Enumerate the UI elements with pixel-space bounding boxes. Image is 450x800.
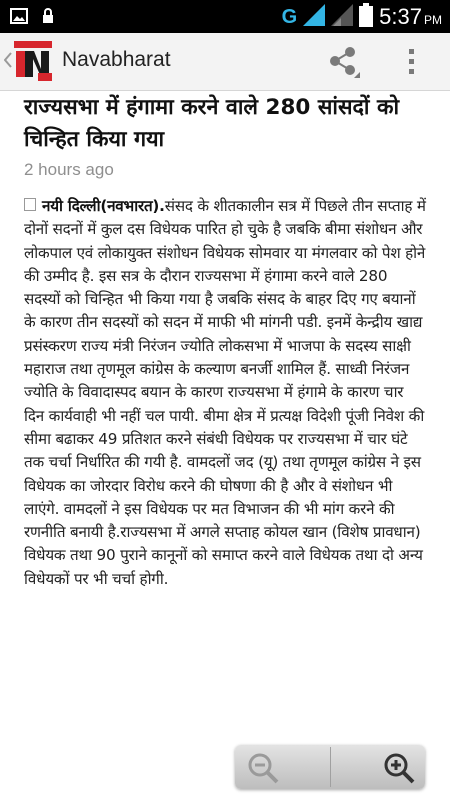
image-icon [10,8,28,28]
article-time-ago: 2 hours ago [24,160,114,179]
article-text: संसद के शीतकालीन सत्र में पिछले तीन सप्ताह में दोनों सदनों में कुल दस विधेयक पारित हो चुके है जबकि बीमा संशोधन और लोकपाल एवं लोकायुक्त संशोधन विधेयक सोमवार या मंगलवार को पेश होने की उम्मीद है. इस सत्र के दौरान राज्यसभा में हंगामा करने वाले 280 सदस्यों को चिन्हित भी किया गया है जबकि संसद के बाहर दिए गए बयानों के कारण तीन सदस्यों को सदन में माफी भी मांगनी पडी. इनमें केन्द्रीय खाद्य प्रसंस्करण राज्य मंत्री निरंजन ज्योति लोकसभा में भाजपा के सदस्य साक्षी महाराज तथा तृणमूल कांग्रेस के कल्याण बनर्जी शामिल हैं. साध्वी निरंजन ज्योति के विवादास्पद बयान के कारण राज्यसभा में हंगामे के कारण चार दिन कार्यवाही भी नहीं चल पायी. बीमा क्षेत्र में प्रत्यक्ष विदेशी पूंजी निवेश की सीमा बढाकर 49 प्रतिशत करने संबंधी विधेयक पर राज्यसभा में चार घंटे तक चर्चा निर्धारित की गयी है. वामदलों जद (यू) तथा तृणमूल कांग्रेस ने इस विधेयक का जोरदार विरोध करने की घोषणा की है और वे संशोधन भी लाएंगे. वामदलों ने इस विधेयक पर मत विभाजन की भी मांग करने की रणनीति बनायी है.राज्यसभा में अगले सप्ताह कोयल खान (विशेष प्रावधान) विधेयक तथा 90 पुराने कानूनों को समाप्त करने वाले विधेयक तथा दो अन्य विधेयकों पर भी चर्चा होगी. [24,197,426,588]
status-bar [0,0,450,33]
zoom-in-icon [383,752,417,784]
zoom-out-icon [247,752,281,784]
status-ampm: PM [424,13,442,27]
signal-icon [303,4,325,30]
lock-icon [42,8,54,28]
share-icon[interactable] [326,45,360,79]
app-title: Navabharat [62,48,171,71]
zoom-in-button[interactable] [330,745,425,789]
article [24,92,426,591]
signal-empty-icon [331,4,353,30]
battery-icon [359,3,373,31]
network-type: G [281,5,298,28]
overflow-menu-icon[interactable] [402,45,422,79]
article-headline: राज्यसभा में हंगामा करने वाले 280 सांसदों को चिन्हित किया गया [24,95,400,152]
article-dateline: नयी दिल्ली(नवभारत). [42,197,165,215]
zoom-controls [235,745,425,789]
zoom-out-button[interactable] [235,745,330,789]
action-bar [0,33,450,91]
broken-image-icon [24,198,36,211]
article-body [24,195,426,591]
status-time: 5:37 PM [379,4,442,29]
up-caret-icon[interactable] [4,49,12,74]
app-logo-icon[interactable] [14,41,52,81]
